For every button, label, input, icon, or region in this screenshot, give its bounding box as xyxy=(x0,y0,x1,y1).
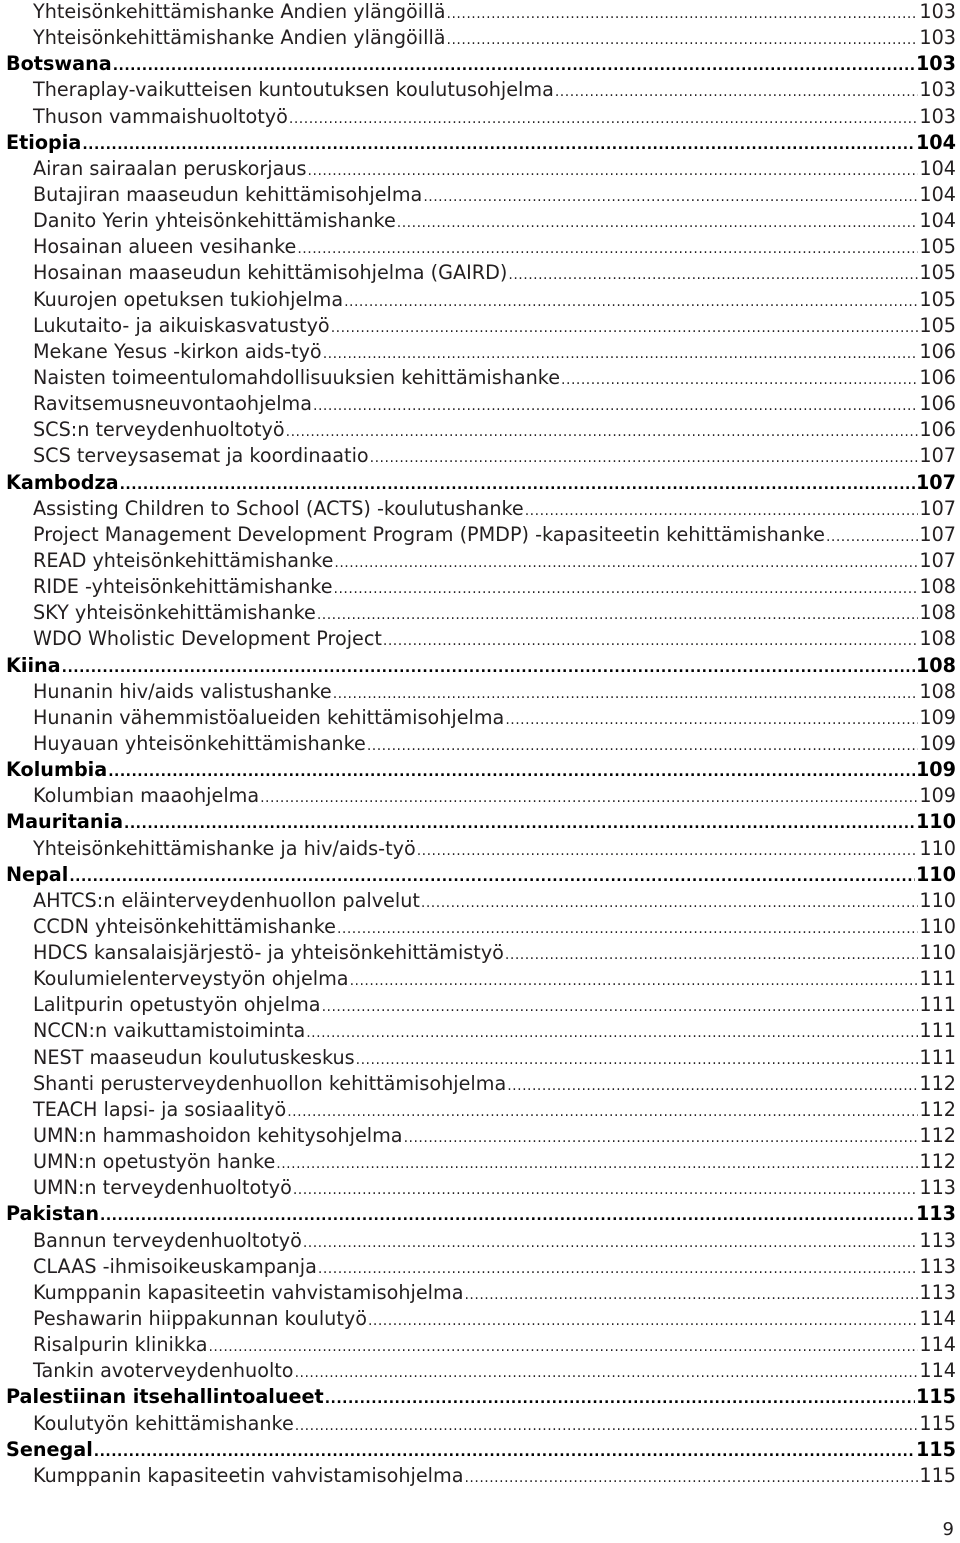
toc-country-heading xyxy=(6,1201,956,1227)
toc-page-number: 105 xyxy=(919,287,956,311)
toc-entry xyxy=(6,234,956,260)
toc-entry-title: Palestiinan itsehallintoalueet xyxy=(6,1385,324,1409)
toc-page-number: 103 xyxy=(919,26,956,50)
toc-entry xyxy=(6,836,956,862)
dot-leader xyxy=(505,707,918,731)
dot-leader xyxy=(370,445,919,469)
toc-country-heading xyxy=(6,1437,956,1463)
toc-page-number: 110 xyxy=(919,914,956,938)
toc-entry-title: HDCS kansalaisjärjestö- ja yhteisönkehittämistyö xyxy=(33,941,504,965)
toc-page-number: 104 xyxy=(919,209,956,233)
toc-entry xyxy=(6,548,956,574)
dot-leader xyxy=(447,27,919,51)
toc-entry-title: Shanti perusterveydenhuollon kehittämisohjelma xyxy=(33,1071,507,1095)
toc-page-number: 110 xyxy=(919,888,956,912)
toc-page-number: 113 xyxy=(919,1280,956,1304)
toc-entry-title: Naisten toimeentulomahdollisuuksien kehittämishanke xyxy=(33,365,561,389)
toc-page-number: 103 xyxy=(915,52,956,76)
dot-leader xyxy=(367,733,919,757)
toc-entry-title: CCDN yhteisönkehittämishanke xyxy=(33,914,336,938)
toc-page-number: 112 xyxy=(919,1097,956,1121)
dot-leader xyxy=(826,524,918,548)
toc-entry-title: Yhteisönkehittämishanke Andien ylängöillä xyxy=(33,0,446,23)
toc-entry-title: Koulutyön kehittämishanke xyxy=(33,1411,294,1435)
toc-entry-title: Project Management Development Program (PMDP) -kapasiteetin kehittämishanke xyxy=(33,522,825,546)
toc-entry-title: Mauritania xyxy=(6,810,124,834)
toc-entry-title: UMN:n hammashoidon kehitysohjelma xyxy=(33,1124,403,1148)
toc-page-number: 103 xyxy=(919,0,956,23)
dot-leader xyxy=(62,655,915,679)
toc-entry xyxy=(6,679,956,705)
toc-entry-title: Danito Yerin yhteisönkehittämishanke xyxy=(33,209,396,233)
toc-entry-title: Kuurojen opetuksen tukiohjelma xyxy=(33,287,344,311)
toc-entry-title: Yhteisönkehittämishanke Andien ylängöillä xyxy=(33,26,446,50)
dot-leader xyxy=(306,1020,918,1044)
toc-page-number: 109 xyxy=(919,784,956,808)
dot-leader xyxy=(297,236,918,260)
toc-page-number: 110 xyxy=(915,862,956,886)
table-of-contents xyxy=(6,0,956,1489)
toc-page-number: 108 xyxy=(915,653,956,677)
toc-page-number: 108 xyxy=(919,679,956,703)
dot-leader xyxy=(525,498,919,522)
dot-leader xyxy=(331,315,919,339)
toc-entry-title: Huyauan yhteisönkehittämishanke xyxy=(33,731,366,755)
toc-page-number: 109 xyxy=(915,758,956,782)
toc-entry-title: Lukutaito- ja aikuiskasvatustyö xyxy=(33,313,330,337)
toc-entry-title: Bannun terveydenhuoltotyö xyxy=(33,1228,302,1252)
toc-entry-title: Thuson vammaishuoltotyö xyxy=(33,104,288,128)
toc-page-number: 106 xyxy=(919,365,956,389)
toc-entry xyxy=(6,1411,956,1437)
toc-page-number: 112 xyxy=(919,1071,956,1095)
dot-leader xyxy=(464,1282,918,1306)
toc-page-number: 109 xyxy=(919,705,956,729)
toc-page-number: 106 xyxy=(919,339,956,363)
toc-page-number: 104 xyxy=(915,130,956,154)
dot-leader xyxy=(295,1413,919,1437)
toc-page-number: 110 xyxy=(919,941,956,965)
toc-entry xyxy=(6,1175,956,1201)
toc-page-number: 112 xyxy=(919,1150,956,1174)
toc-page-number: 107 xyxy=(919,496,956,520)
toc-page-number: 105 xyxy=(919,235,956,259)
toc-entry xyxy=(6,1123,956,1149)
toc-entry-title: Ravitsemusneuvontaohjelma xyxy=(33,392,313,416)
toc-entry xyxy=(6,888,956,914)
dot-leader xyxy=(507,1073,918,1097)
toc-entry xyxy=(6,1332,956,1358)
dot-leader xyxy=(303,1230,919,1254)
toc-entry xyxy=(6,626,956,652)
dot-leader xyxy=(561,367,918,391)
toc-entry xyxy=(6,1149,956,1175)
toc-entry-title: AHTCS:n eläinterveydenhuollon palvelut xyxy=(33,888,420,912)
toc-entry-title: Butajiran maaseudun kehittämisohjelma xyxy=(33,182,423,206)
toc-page-number: 113 xyxy=(915,1202,956,1226)
toc-entry-title: Risalpurin klinikka xyxy=(33,1333,208,1357)
toc-entry xyxy=(6,731,956,757)
toc-page-number: 107 xyxy=(919,548,956,572)
toc-page-number: 107 xyxy=(919,444,956,468)
toc-entry-title: Peshawarin hiippakunnan koulutyö xyxy=(33,1307,367,1331)
dot-leader xyxy=(356,1047,919,1071)
toc-entry-title: Botswana xyxy=(6,52,112,76)
toc-entry xyxy=(6,1306,956,1332)
toc-page-number: 114 xyxy=(919,1333,956,1357)
toc-country-heading xyxy=(6,1384,956,1410)
toc-entry xyxy=(6,287,956,313)
dot-leader xyxy=(120,472,915,496)
toc-country-heading xyxy=(6,130,956,156)
toc-page-number: 105 xyxy=(919,313,956,337)
toc-entry-title: Kolumbia xyxy=(6,758,108,782)
toc-entry-title: Kiina xyxy=(6,653,61,677)
toc-country-heading xyxy=(6,809,956,835)
dot-leader xyxy=(100,1203,915,1227)
toc-entry-title: Hunanin hiv/aids valistushanke xyxy=(33,679,332,703)
dot-leader xyxy=(368,1308,918,1332)
toc-entry-title: Nepal xyxy=(6,862,69,886)
toc-page-number: 106 xyxy=(919,392,956,416)
toc-page-number: 108 xyxy=(919,575,956,599)
toc-entry xyxy=(6,966,956,992)
toc-entry xyxy=(6,313,956,339)
dot-leader xyxy=(423,184,918,208)
dot-leader xyxy=(447,1,919,25)
toc-entry-title: SCS terveysasemat ja koordinaatio xyxy=(33,444,369,468)
toc-country-heading xyxy=(6,862,956,888)
toc-entry xyxy=(6,25,956,51)
toc-entry-title: Pakistan xyxy=(6,1202,100,1226)
dot-leader xyxy=(287,1099,918,1123)
toc-page-number: 107 xyxy=(915,470,956,494)
toc-entry-title: RIDE -yhteisönkehittämishanke xyxy=(33,575,333,599)
toc-page-number: 112 xyxy=(919,1124,956,1148)
toc-entry-title: SKY yhteisönkehittämishanke xyxy=(33,601,316,625)
toc-entry-title: Kambodza xyxy=(6,470,119,494)
toc-country-heading xyxy=(6,653,956,679)
toc-entry-title: Kumppanin kapasiteetin vahvistamisohjelma xyxy=(33,1463,464,1487)
dot-leader xyxy=(508,262,918,286)
toc-entry-title: Theraplay-vaikutteisen kuntoutuksen koulutusohjelma xyxy=(33,78,554,102)
dot-leader xyxy=(323,341,919,365)
toc-entry-title: Senegal xyxy=(6,1437,93,1461)
toc-entry xyxy=(6,417,956,443)
toc-entry xyxy=(6,0,956,25)
toc-page-number: 115 xyxy=(915,1385,956,1409)
toc-entry xyxy=(6,600,956,626)
toc-entry xyxy=(6,104,956,130)
dot-leader xyxy=(337,916,918,940)
dot-leader xyxy=(334,576,919,600)
dot-leader xyxy=(555,79,919,103)
dot-leader xyxy=(322,994,919,1018)
toc-entry-title: Yhteisönkehittämishanke ja hiv/aids-työ xyxy=(33,836,416,860)
toc-entry xyxy=(6,1228,956,1254)
toc-page-number: 105 xyxy=(919,261,956,285)
dot-leader xyxy=(82,132,915,156)
dot-leader xyxy=(113,53,915,77)
toc-entry xyxy=(6,914,956,940)
toc-entry xyxy=(6,1358,956,1384)
toc-entry-title: Koulumielenterveystyön ohjelma xyxy=(33,967,349,991)
toc-entry xyxy=(6,339,956,365)
page-number: 9 xyxy=(942,1519,954,1540)
dot-leader xyxy=(313,393,918,417)
dot-leader xyxy=(289,106,918,130)
toc-page-number: 113 xyxy=(919,1176,956,1200)
toc-entry xyxy=(6,208,956,234)
toc-entry xyxy=(6,182,956,208)
toc-entry-title: UMN:n terveydenhuoltotyö xyxy=(33,1176,292,1200)
toc-page-number: 111 xyxy=(919,1019,956,1043)
toc-page-number: 113 xyxy=(919,1228,956,1252)
dot-leader xyxy=(383,628,918,652)
dot-leader xyxy=(276,1151,918,1175)
toc-page-number: 103 xyxy=(919,78,956,102)
toc-page-number: 115 xyxy=(919,1463,956,1487)
toc-page-number: 106 xyxy=(919,418,956,442)
toc-entry-title: TEACH lapsi- ja sosiaalityö xyxy=(33,1097,287,1121)
dot-leader xyxy=(318,1256,918,1280)
toc-page-number: 110 xyxy=(919,836,956,860)
toc-entry-title: Hunanin vähemmistöalueiden kehittämisohjelma xyxy=(33,705,505,729)
dot-leader xyxy=(286,419,919,443)
dot-leader xyxy=(344,289,918,313)
dot-leader xyxy=(293,1177,919,1201)
toc-entry-title: Mekane Yesus -kirkon aids-työ xyxy=(33,339,322,363)
dot-leader xyxy=(260,785,918,809)
toc-country-heading xyxy=(6,51,956,77)
toc-page-number: 104 xyxy=(919,156,956,180)
dot-leader xyxy=(417,838,919,862)
dot-leader xyxy=(295,1360,919,1384)
toc-page-number: 114 xyxy=(919,1307,956,1331)
toc-page-number: 108 xyxy=(919,601,956,625)
toc-entry-title: Kumppanin kapasiteetin vahvistamisohjelma xyxy=(33,1280,464,1304)
dot-leader xyxy=(397,210,919,234)
dot-leader xyxy=(350,968,919,992)
toc-entry xyxy=(6,391,956,417)
toc-page-number: 104 xyxy=(919,182,956,206)
dot-leader xyxy=(334,550,918,574)
toc-entry xyxy=(6,783,956,809)
toc-entry xyxy=(6,156,956,182)
toc-entry xyxy=(6,1045,956,1071)
toc-entry-title: CLAAS -ihmisoikeuskampanja xyxy=(33,1254,317,1278)
toc-entry-title: NCCN:n vaikuttamistoiminta xyxy=(33,1019,306,1043)
dot-leader xyxy=(505,942,918,966)
toc-entry xyxy=(6,1097,956,1123)
toc-page-number: 103 xyxy=(919,104,956,128)
dot-leader xyxy=(94,1439,915,1463)
dot-leader xyxy=(317,602,919,626)
toc-entry-title: Assisting Children to School (ACTS) -koulutushanke xyxy=(33,496,524,520)
dot-leader xyxy=(333,681,919,705)
toc-entry xyxy=(6,77,956,103)
toc-entry-title: READ yhteisönkehittämishanke xyxy=(33,548,334,572)
toc-entry xyxy=(6,705,956,731)
toc-page-number: 111 xyxy=(919,967,956,991)
toc-page-number: 115 xyxy=(919,1411,956,1435)
toc-page-number: 111 xyxy=(919,1045,956,1069)
toc-entry xyxy=(6,1463,956,1489)
toc-page-number: 109 xyxy=(919,731,956,755)
toc-entry xyxy=(6,1018,956,1044)
toc-entry-title: Airan sairaalan peruskorjaus xyxy=(33,156,307,180)
dot-leader xyxy=(421,890,918,914)
toc-entry xyxy=(6,260,956,286)
dot-leader xyxy=(325,1386,915,1410)
toc-page-number: 113 xyxy=(919,1254,956,1278)
toc-entry-title: Kolumbian maaohjelma xyxy=(33,784,260,808)
toc-page-number: 107 xyxy=(919,522,956,546)
toc-entry-title: Hosainan alueen vesihanke xyxy=(33,235,297,259)
toc-country-heading xyxy=(6,470,956,496)
dot-leader xyxy=(124,811,915,835)
toc-entry-title: Etiopia xyxy=(6,130,82,154)
dot-leader xyxy=(308,158,919,182)
toc-entry xyxy=(6,1280,956,1306)
dot-leader xyxy=(69,864,915,888)
toc-entry-title: NEST maaseudun koulutuskeskus xyxy=(33,1045,355,1069)
toc-entry xyxy=(6,365,956,391)
toc-entry xyxy=(6,1254,956,1280)
toc-country-heading xyxy=(6,757,956,783)
dot-leader xyxy=(208,1334,918,1358)
toc-entry-title: UMN:n opetustyön hanke xyxy=(33,1150,276,1174)
toc-entry-title: Tankin avoterveydenhuolto xyxy=(33,1359,294,1383)
toc-page-number: 108 xyxy=(919,627,956,651)
toc-page-number: 114 xyxy=(919,1359,956,1383)
toc-entry xyxy=(6,574,956,600)
toc-entry-title: SCS:n terveydenhuoltotyö xyxy=(33,418,285,442)
dot-leader xyxy=(108,759,915,783)
toc-page-number: 111 xyxy=(919,993,956,1017)
toc-entry-title: Lalitpurin opetustyön ohjelma xyxy=(33,993,321,1017)
toc-entry-title: Hosainan maaseudun kehittämisohjelma (GAIRD) xyxy=(33,261,508,285)
toc-entry-title: WDO Wholistic Development Project xyxy=(33,627,382,651)
toc-entry xyxy=(6,522,956,548)
dot-leader xyxy=(404,1125,919,1149)
toc-entry xyxy=(6,1071,956,1097)
toc-entry xyxy=(6,443,956,469)
toc-entry xyxy=(6,940,956,966)
toc-entry xyxy=(6,992,956,1018)
dot-leader xyxy=(464,1465,918,1489)
toc-entry xyxy=(6,496,956,522)
toc-page-number: 115 xyxy=(915,1437,956,1461)
toc-page-number: 110 xyxy=(915,810,956,834)
